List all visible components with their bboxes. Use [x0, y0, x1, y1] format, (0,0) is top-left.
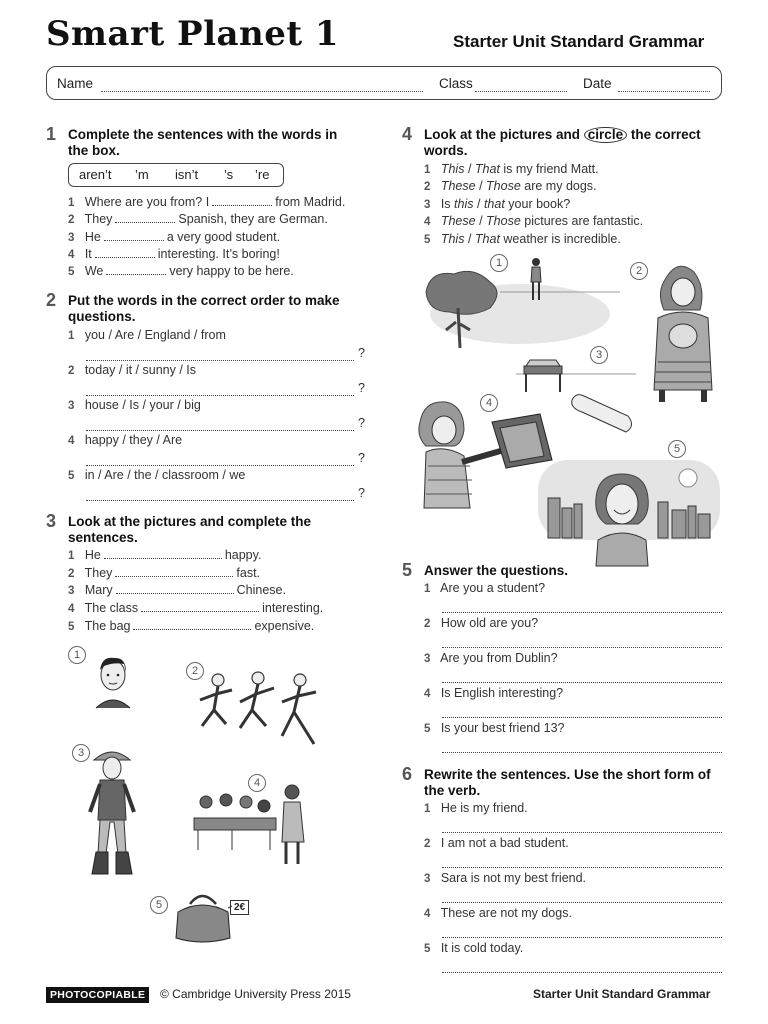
ex2-item: 3 house / Is / your / big — [68, 398, 201, 412]
choice-word[interactable]: Those — [486, 179, 521, 193]
ex5-item: 1 Are you a student? — [424, 581, 546, 595]
classroom-illustration — [192, 778, 310, 868]
ex5-instruction: Answer the questions. — [424, 563, 569, 578]
price-tag: 2€ — [230, 900, 249, 915]
ex3-item: 4 The class interesting. — [68, 601, 324, 615]
picture-number: 4 — [248, 774, 266, 792]
ex2-number: 2 — [46, 290, 57, 310]
date-label: Date — [583, 76, 612, 91]
question-mark: ? — [358, 451, 365, 465]
picture-number: 3 — [72, 744, 90, 762]
date-field[interactable] — [618, 91, 710, 92]
choice-word[interactable]: These — [440, 214, 476, 228]
woman-with-pictures-illustration — [414, 396, 554, 508]
word-box-word: ’re — [255, 167, 270, 182]
circle-word: circle — [584, 127, 627, 143]
class-label: Class — [439, 76, 473, 91]
runners-illustration — [196, 666, 324, 756]
ex4-item: 2 These / Those are my dogs. — [424, 179, 597, 193]
ex3-item: 3 Mary Chinese. — [68, 583, 286, 597]
blank[interactable] — [115, 566, 233, 577]
ex3-item: 2 They fast. — [68, 566, 261, 580]
cowgirl-illustration — [88, 746, 136, 878]
picture-number: 1 — [68, 646, 86, 664]
blank[interactable] — [212, 195, 272, 206]
pointing-finger-illustration — [568, 390, 636, 436]
ex4-item: 4 These / Those pictures are fantastic. — [424, 214, 644, 228]
ex3-item: 5 The bag expensive. — [68, 619, 315, 633]
blank[interactable] — [106, 264, 166, 275]
name-field[interactable] — [101, 91, 423, 92]
park-tree-boy-illustration — [420, 252, 620, 352]
answer-line[interactable] — [442, 937, 722, 938]
picture-number: 5 — [150, 896, 168, 914]
ex5-item: 5 Is your best friend 13? — [424, 721, 565, 735]
word-box-word: aren’t — [79, 167, 112, 182]
ex2-item: 1 you / Are / England / from — [68, 328, 226, 342]
ex1-word-box — [68, 163, 284, 187]
answer-line[interactable] — [86, 430, 354, 431]
copyright-text: © Cambridge University Press 2015 — [160, 987, 351, 1001]
ex2-instruction: Put the words in the correct order to make questions. — [68, 293, 340, 324]
ex1-instruction: Complete the sentences with the words in the box. — [68, 127, 338, 158]
page-title: Smart Planet 1 — [46, 14, 340, 54]
blank[interactable] — [133, 619, 251, 630]
answer-line[interactable] — [86, 465, 354, 466]
ex5-number: 5 — [402, 560, 413, 580]
ex4-instruction: Look at the pictures and circle the correct words. — [424, 127, 701, 158]
ex4-number: 4 — [402, 124, 413, 144]
ex6-item: 1 He is my friend. — [424, 801, 528, 815]
ex1-item: 1 Where are you from? I from Madrid. — [68, 195, 346, 209]
answer-line[interactable] — [86, 500, 354, 501]
ex4-item: 5 This / That weather is incredible. — [424, 232, 621, 246]
picture-number: 4 — [480, 394, 498, 412]
ex6-instruction: Rewrite the sentences. Use the short form of the verb. — [424, 767, 711, 798]
class-field[interactable] — [475, 91, 567, 92]
ex1-item: 2 They Spanish, they are German. — [68, 212, 328, 226]
word-box-word: ’m — [135, 167, 149, 182]
answer-line[interactable] — [442, 902, 722, 903]
question-mark: ? — [358, 381, 365, 395]
ex5-item: 2 How old are you? — [424, 616, 539, 630]
ex3-number: 3 — [46, 511, 57, 531]
answer-line[interactable] — [86, 395, 354, 396]
answer-line[interactable] — [442, 717, 722, 718]
picture-number: 1 — [490, 254, 508, 272]
blank[interactable] — [116, 583, 234, 594]
ex1-item: 3 He a very good student. — [68, 230, 281, 244]
choice-word[interactable]: That — [474, 162, 500, 176]
page-subtitle: Starter Unit Standard Grammar — [453, 32, 705, 51]
word-box-word: ’s — [224, 167, 234, 182]
boy-portrait-illustration — [88, 650, 138, 710]
ex2-item: 5 in / Are / the / classroom / we — [68, 468, 246, 482]
name-label: Name — [57, 76, 94, 91]
ex5-item: 4 Is English interesting? — [424, 686, 564, 700]
answer-line[interactable] — [442, 682, 722, 683]
answer-line[interactable] — [442, 612, 722, 613]
picture-number: 2 — [630, 262, 648, 280]
ex4-item: 1 This / That is my friend Matt. — [424, 162, 599, 176]
handbag-illustration — [172, 890, 252, 946]
answer-line[interactable] — [442, 832, 722, 833]
blank[interactable] — [104, 230, 164, 241]
ex6-item: 4 These are not my dogs. — [424, 906, 572, 920]
choice-word[interactable]: These — [440, 179, 476, 193]
blank[interactable] — [104, 548, 222, 559]
question-mark: ? — [358, 486, 365, 500]
blank[interactable] — [95, 247, 155, 258]
blank[interactable] — [115, 212, 175, 223]
ex6-item: 2 I am not a bad student. — [424, 836, 569, 850]
answer-line[interactable] — [442, 647, 722, 648]
picture-number: 3 — [590, 346, 608, 364]
word-box-word: isn’t — [175, 167, 199, 182]
ex1-item: 4 It interesting. It’s boring! — [68, 247, 280, 261]
answer-line[interactable] — [442, 972, 722, 973]
picture-number: 5 — [668, 440, 686, 458]
choice-word[interactable]: This — [440, 232, 465, 246]
choice-word[interactable]: this — [454, 197, 474, 211]
city-skyline-smiling-woman-illustration — [538, 460, 720, 566]
ex1-number: 1 — [46, 124, 57, 144]
ex6-item: 5 It is cold today. — [424, 941, 524, 955]
ex3-instruction: Look at the pictures and complete the sentences. — [68, 514, 312, 545]
ex2-item: 2 today / it / sunny / Is — [68, 363, 196, 377]
ex1-item: 5 We very happy to be here. — [68, 264, 294, 278]
choice-word[interactable]: that — [483, 197, 505, 211]
answer-line[interactable] — [442, 867, 722, 868]
choice-word[interactable]: That — [474, 232, 500, 246]
photocopiable-badge: PHOTOCOPIABLE — [46, 987, 149, 1003]
ex2-item: 4 happy / they / Are — [68, 433, 183, 447]
choice-word[interactable]: Those — [486, 214, 521, 228]
question-mark: ? — [358, 416, 365, 430]
blank[interactable] — [141, 601, 259, 612]
choice-word[interactable]: This — [440, 162, 465, 176]
footer-unit-title: Starter Unit Standard Grammar — [533, 987, 711, 1001]
ex5-item: 3 Are you from Dublin? — [424, 651, 558, 665]
ex6-item: 3 Sara is not my best friend. — [424, 871, 587, 885]
ex3-item: 1 He happy. — [68, 548, 262, 562]
question-mark: ? — [358, 346, 365, 360]
answer-line[interactable] — [86, 360, 354, 361]
picture-number: 2 — [186, 662, 204, 680]
ex4-item: 3 Is this / that your book? — [424, 197, 571, 211]
student-info-box — [46, 66, 722, 100]
ex6-number: 6 — [402, 764, 413, 784]
answer-line[interactable] — [442, 752, 722, 753]
girl-with-dog-illustration — [648, 258, 718, 404]
book-on-table-illustration — [516, 352, 636, 394]
